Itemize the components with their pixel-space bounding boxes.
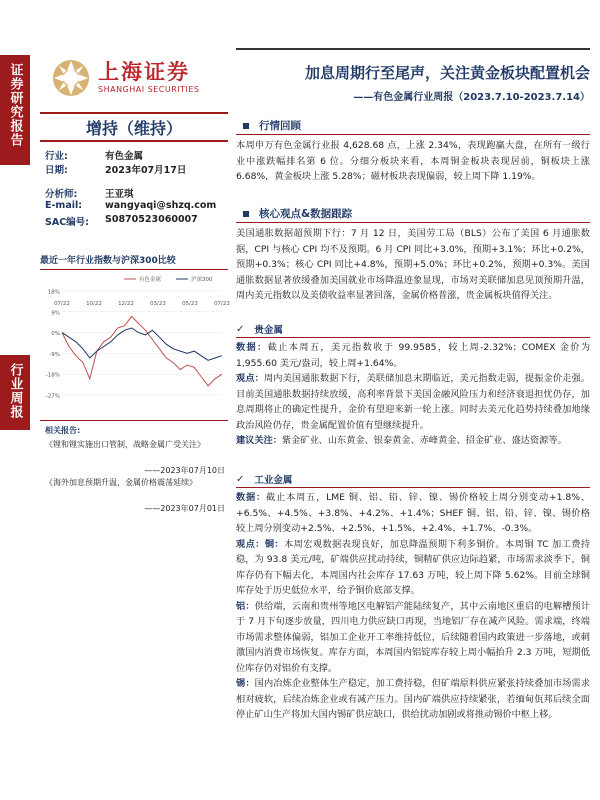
industrial-data-key: 数据： (236, 492, 267, 503)
tin-key: 锡： (236, 678, 255, 689)
aluminium-text: 供给端，云南和贵州等地区电解铝产能陆续复产，其中云南地区重启的电解槽预计于 7 月下旬逐步放量，四川电力供应缺口再现，当地铝厂存在减产风险。需求端，终端市场需求整体偏弱，铝加工企业开工率维持低位，后续随着国内政策进一步落地，或刺激国内消费市场恢复。库存方面，本周国内铝锭库存较上周小幅抬升 2.3 万吨，短期低位库存仍对铝价有支撑。 (236, 600, 591, 674)
meta-sac-key: SAC编号: (45, 217, 89, 228)
precious-metals-body (236, 340, 590, 449)
chart-x-tick-label: 07/22 (54, 301, 70, 307)
logo-text-cn: 上海证券 (98, 60, 190, 85)
chart-x-tick-label: 07/23 (214, 301, 230, 307)
core-views-text: 美国通胀数据超预期下行：7 月 12 日，美国劳工局（BLS）公布了美国 6 月通胀数据，CPI 与核心 CPI 均不及预期。6 月 CPI 同比+3.0%，预期+3.1%；环比+0.2%，预期+0.3%；核心 CPI 同比+4.8%，预期+5.0%；环比+0.2%，预期+0.3%。美国通胀数据显著放缓叠加美国就业市场降温迹象显现，市场对美联储加息见顶预期升温，周内美元指数以及美债收益率显著回落，金属价格普涨，贵金属板块值得关注。 (236, 228, 590, 301)
copper-key: 铜： (264, 538, 285, 550)
check-icon: ✓ (236, 323, 245, 335)
aluminium-key: 铝： (236, 600, 255, 612)
related-report-1-date: ——2023年07月10日 (144, 466, 225, 475)
chart-title: 最近一年行业指数与沪深300比较 (40, 253, 228, 270)
meta-date-value: 2023年07月17日 (105, 165, 187, 176)
precious-view-text: 周内美国通胀数据下行，美联储加息末期临近，美元指数走弱，提振金价走强。目前美国通胀数据持续放缓，高利率背景下美国金融风险压力和经济衰退担忧仍存，加息周期将止的确定性提升，金价有望迎来新一轮上涨。同时去美元化趋势持续叠加地缘政治风险仍存，贵金属配置价值有望继续提升。 (236, 373, 591, 431)
industrial-metals-divider (236, 487, 590, 488)
industrial-view-key: 观点： (236, 538, 265, 550)
related-header: 相关报告: (45, 426, 81, 435)
chart-y-tick-label: 9% (51, 310, 60, 317)
section-market-review (243, 118, 301, 133)
shanghai-securities-logo-icon (52, 59, 90, 97)
meta-analyst (45, 186, 134, 200)
chart-y-tick-label: -18% (45, 372, 60, 379)
section-market-review-title: 行情回顾 (259, 120, 301, 132)
meta-analyst-value: 王亚琪 (105, 189, 134, 200)
subsection-precious-metals (236, 322, 283, 336)
chart-y-tick-label: -27% (45, 393, 60, 400)
chart-y-tick-label: 0% (51, 331, 60, 338)
chart-x-tick-label: 12/22 (118, 301, 134, 307)
chart-svg (40, 273, 228, 413)
chart-x-tick-label: 03/23 (150, 301, 166, 307)
subsection-precious-metals-title: 贵金属 (254, 325, 283, 336)
market-review-text: 本周申万有色金属行业报 4,628.68 点，上涨 2.34%，表现跑赢大盘，在所有一级行业中涨跌幅排名第 6 位。分细分板块来看，本周铜金板块表现居前，铜板块上涨 6.68%，黄金板块上涨 5.28%；磁材板块表现偏弱，较上周下降 1.19%。 (236, 140, 590, 182)
section-core-views-title: 核心观点&数据跟踪 (259, 208, 353, 220)
rating-divider-bottom (40, 140, 228, 142)
section-bullet-icon (243, 123, 249, 129)
section-core-views (243, 206, 352, 221)
report-title: 加息周期行至尾声，关注黄金板块配置机会 (304, 64, 590, 82)
sidebar-label-research-report: 证券研究报告 (7, 63, 23, 147)
chart-legend-label: 沪深300 (191, 277, 213, 283)
meta-analyst-key: 分析师: (45, 189, 78, 200)
chart-series-line (62, 316, 222, 385)
precious-data-key: 数据： (236, 342, 268, 353)
title-divider (236, 48, 590, 50)
section-market-review-divider (236, 134, 590, 135)
related-divider (40, 420, 228, 421)
meta-date (45, 162, 186, 176)
precious-view-key: 观点： (236, 373, 264, 384)
meta-industry-key: 行业: (45, 151, 68, 162)
meta-email-key: E-mail: (45, 200, 83, 211)
related-report-2-date: ——2023年07月01日 (144, 504, 225, 513)
related-report-2[interactable]: 《海外加息预期升温，金属价格震荡延续》 (45, 478, 197, 487)
chart-x-tick-label: 05/23 (182, 301, 198, 307)
sidebar-band-weekly (0, 355, 30, 430)
section-core-views-divider (236, 222, 590, 223)
subsection-industrial-metals (236, 472, 292, 486)
meta-industry-value: 有色金属 (105, 151, 144, 162)
precious-suggest-key: 建议关注： (236, 435, 282, 446)
logo-text-en: SHANGHAI SECURITIES (98, 84, 200, 94)
subsection-industrial-metals-title: 工业金属 (254, 475, 293, 486)
meta-date-key: 日期: (45, 165, 68, 176)
sidebar-band-report-type (0, 55, 30, 165)
chart-x-tick-label: 10/22 (86, 301, 102, 307)
precious-data-text: 截止本周五，美元指数收于 99.9585，较上周-2.32%；COMEX 金价为 1,955.60 美元/盎司，较上周+1.64%。 (236, 342, 591, 369)
precious-suggest-text: 紫金矿业、山东黄金、银泰黄金、赤峰黄金、招金矿业、盛达资源等。 (281, 435, 567, 446)
check-icon: ✓ (236, 473, 245, 485)
index-comparison-chart (40, 253, 228, 413)
related-report-1[interactable]: 《锂和锂实施出口管制，战略金属广受关注》 (45, 440, 205, 449)
industrial-metals-body (236, 490, 590, 723)
meta-sac-value: S0870523060007 (105, 214, 198, 225)
rating-label: 增持（维持） (85, 119, 182, 138)
meta-sac (45, 214, 198, 228)
rating-divider-top (40, 112, 228, 114)
copper-text: 本周宏观数据表现良好，加息降温预期下利多铜价。本周铜 TC 加工费持稳，为 93.8 美元/吨，矿端供应扰动持续，铜精矿供应边际趋紧，市场需求淡季下，铜库存仍有下幅去化，本周国内社会库存 17.63 万吨，较上周下降 5.62%。目前全球铜库存处于历史低位水平，给予铜价底部支撑。 (236, 538, 591, 596)
company-logo (52, 55, 212, 100)
meta-email-value[interactable]: wangyaqi@shzq.com (105, 200, 217, 211)
sidebar-label-weekly: 行业周报 (7, 363, 23, 419)
industrial-data-text: 截止本周五，LME 铜、铝、铅、锌、镍、锡价格较上周分别变动+1.8%、+6.5%、+4.5%、+3.8%、+4.2%、+1.4%；SHEF 铜、铝、铅、锌、镍、锡价格较上周分别变动+2.5%、+2.5%、+1.5%、+2.4%、+1.7%、-0.3%。 (236, 492, 591, 534)
sidebar (0, 0, 30, 800)
meta-industry (45, 148, 143, 162)
section-bullet-icon (243, 211, 249, 217)
precious-metals-divider (236, 337, 590, 338)
meta-email (45, 200, 216, 211)
chart-y-tick-label: -9% (49, 351, 60, 358)
chart-y-tick-label: 18% (47, 289, 60, 296)
chart-legend-label: 有色金属 (139, 277, 162, 283)
report-subtitle: ——有色金属行业周报（2023.7.10-2023.7.14） (353, 92, 590, 103)
tin-text: 国内冶炼企业整体生产稳定，加工费持稳，但矿端原料供应紧张持续叠加市场需求相对疲软，后续冶炼企业或有减产压力。国内矿端供应持续紧张，若缅甸佤邦后续全面停止矿山生产将加大国内锡矿供应缺口，供给扰动加剧或将推动锡价中枢上移。 (236, 678, 591, 720)
